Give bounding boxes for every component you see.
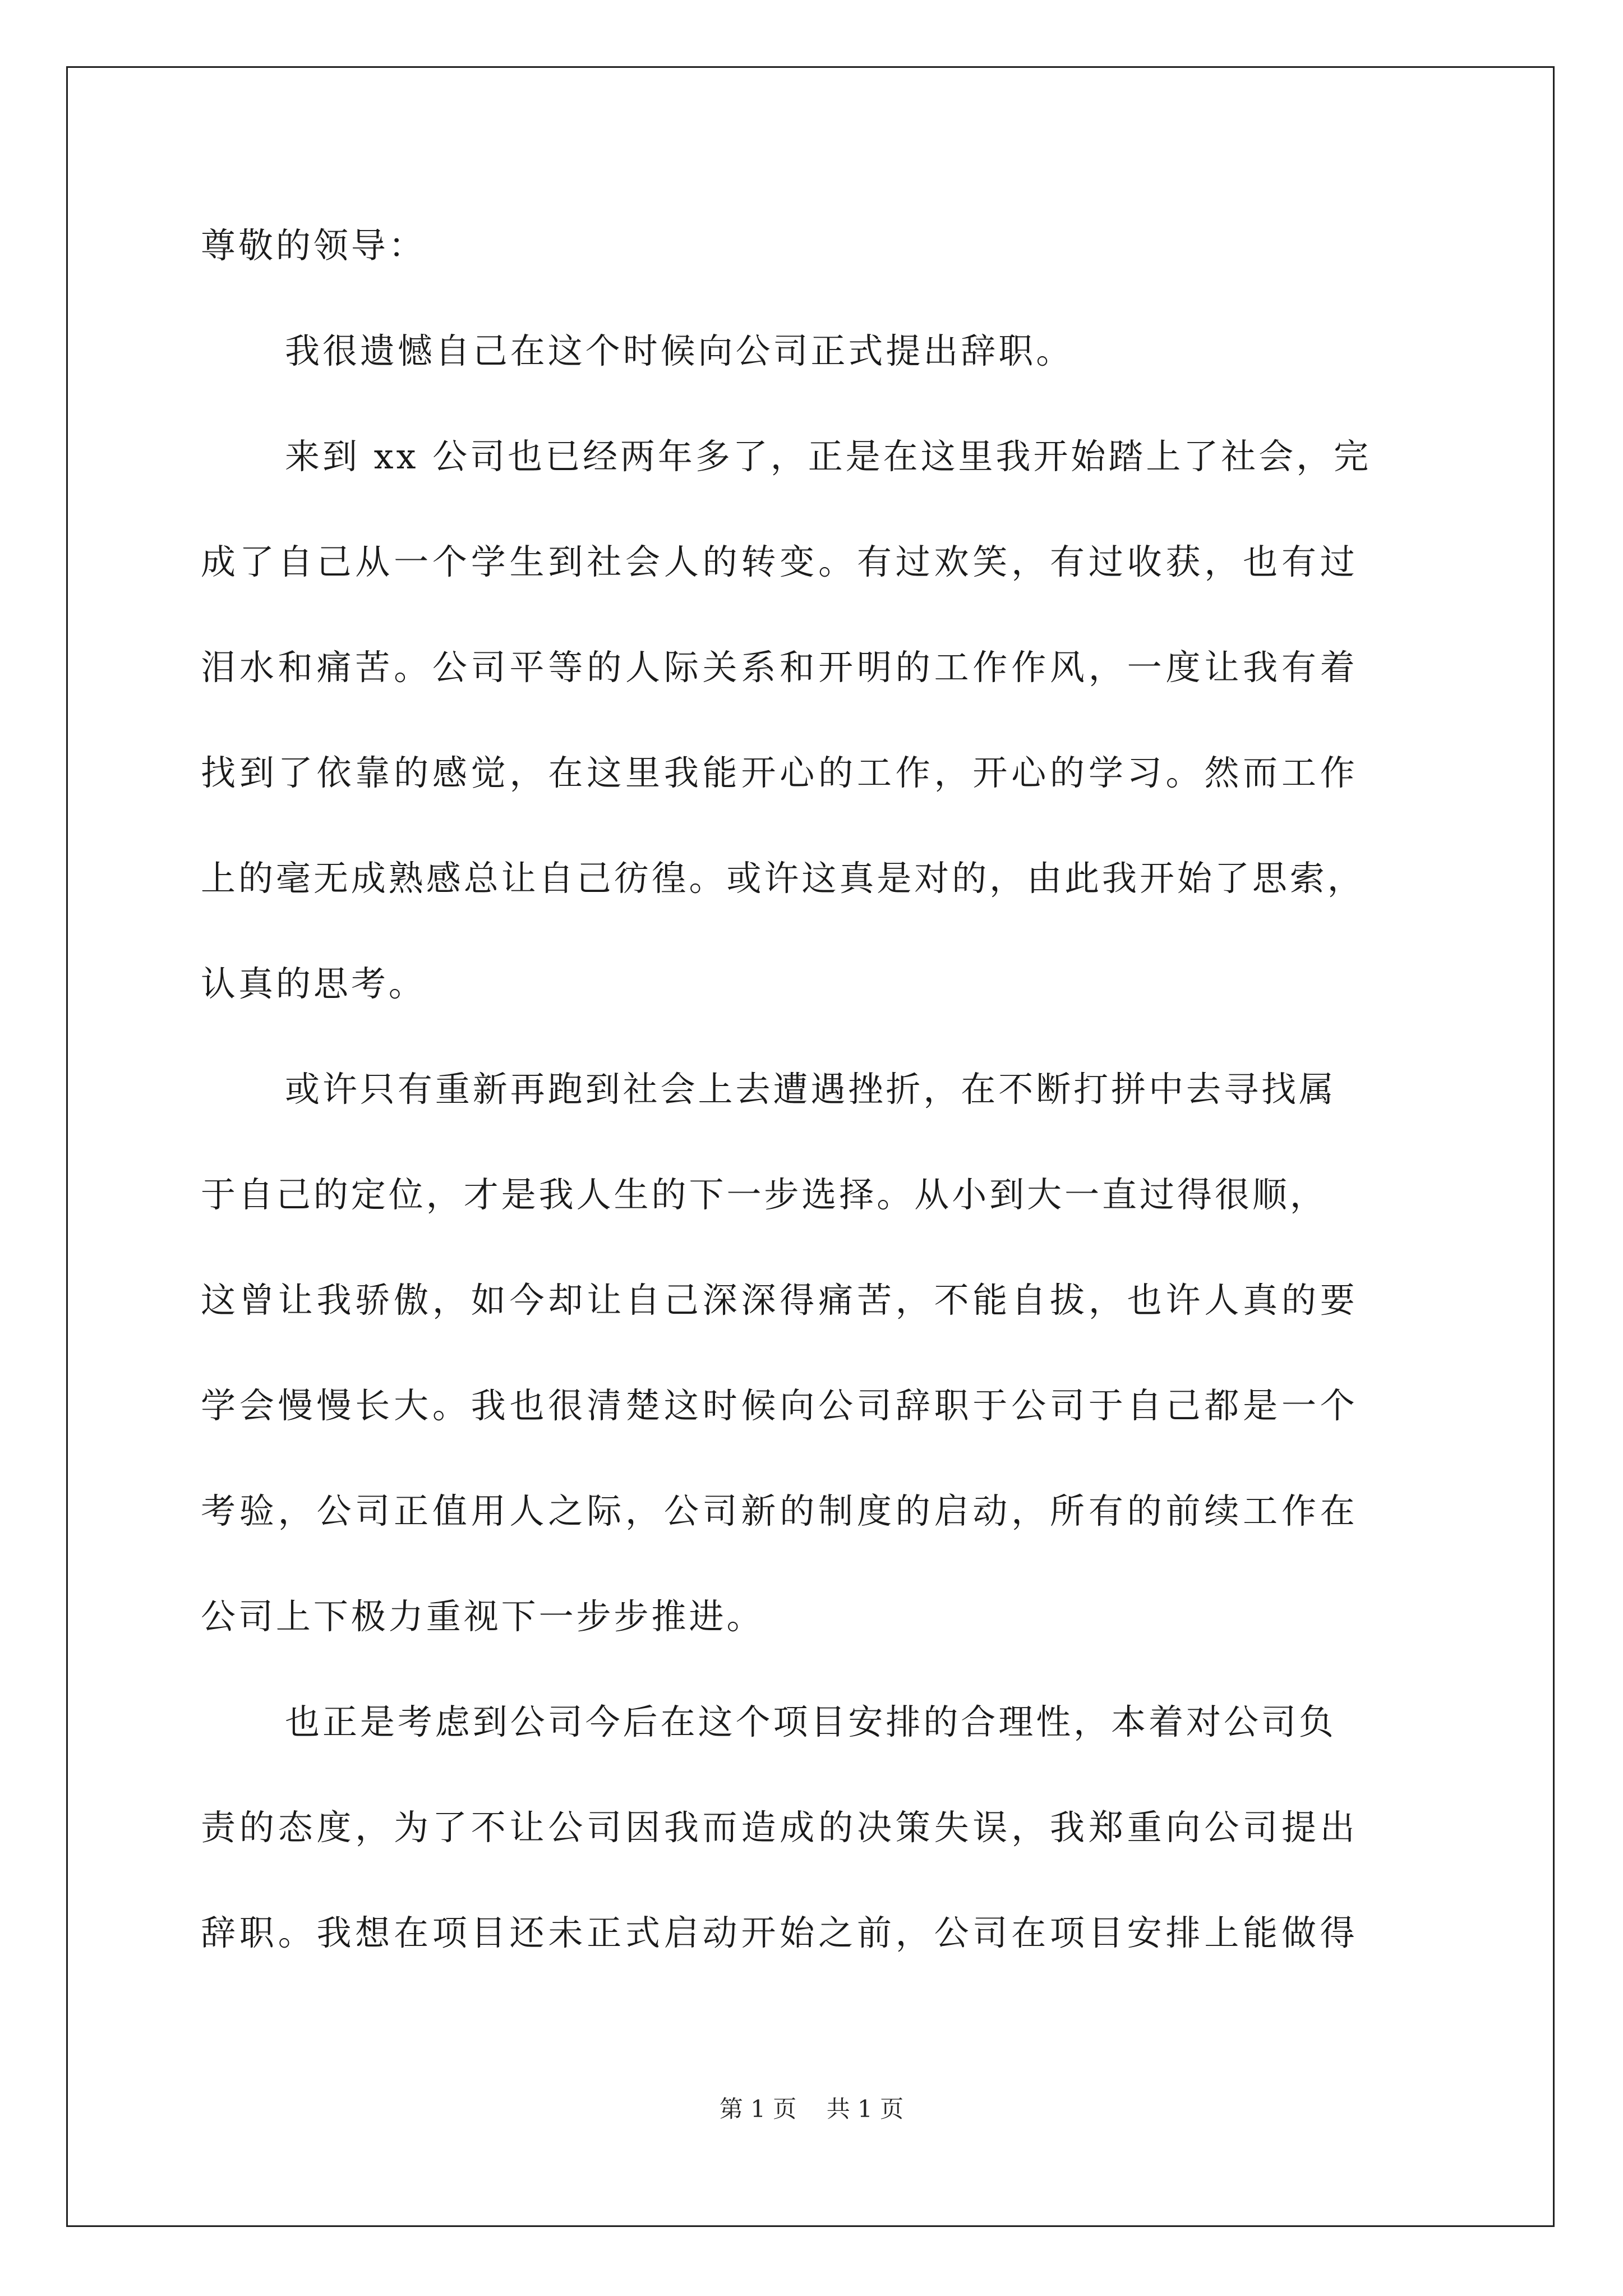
letter-body — [201, 223, 1423, 2016]
paragraph-line: 考验，公司正值用人之际，公司新的制度的启动，所有的前续工作在 — [201, 1490, 1359, 1531]
paragraph-line: 来到 xx 公司也已经两年多了，正是在这里我开始踏上了社会，完 — [285, 436, 1372, 477]
paragraph-line: 责的态度，为了不让公司因我而造成的决策失误，我郑重向公司提出 — [201, 1807, 1359, 1848]
paragraph-line: 学会慢慢长大。我也很清楚这时候向公司辞职于公司于自己都是一个 — [201, 1385, 1359, 1426]
paragraph-line: 或许只有重新再跑到社会上去遭遇挫折，在不断打拼中去寻找属 — [285, 1069, 1336, 1110]
paragraph-line: 也正是考虑到公司今后在这个项目安排的合理性，本着对公司负 — [285, 1701, 1336, 1742]
paragraph-line: 泪水和痛苦。公司平等的人际关系和开明的工作作风，一度让我有着 — [201, 647, 1359, 688]
page-number-footer: 第 1 页 共 1 页 — [719, 2095, 904, 2123]
paragraph-line: 于自己的定位，才是我人生的下一步选择。从小到大一直过得很顺， — [201, 1174, 1327, 1215]
paragraph-line: 这曾让我骄傲，如今却让自己深深得痛苦，不能自拔，也许人真的要 — [201, 1280, 1359, 1320]
paragraph-line: 成了自己从一个学生到社会人的转变。有过欢笑，有过收获，也有过 — [201, 541, 1359, 582]
paragraph-line: 公司上下极力重视下一步步推进。 — [201, 1596, 764, 1637]
paragraph-line: 我很遗憾自己在这个时候向公司正式提出辞职。 — [285, 330, 1074, 371]
paragraph-line: 上的毫无成熟感总让自己彷徨。或许这真是对的，由此我开始了思索， — [201, 858, 1365, 899]
paragraph-line: 辞职。我想在项目还未正式启动开始之前，公司在项目安排上能做得 — [201, 1912, 1359, 1953]
salutation: 尊敬的领导： — [201, 225, 426, 266]
paragraph-line: 找到了依靠的感觉，在这里我能开心的工作，开心的学习。然而工作 — [201, 752, 1359, 793]
paragraph-line: 认真的思考。 — [201, 963, 426, 1004]
